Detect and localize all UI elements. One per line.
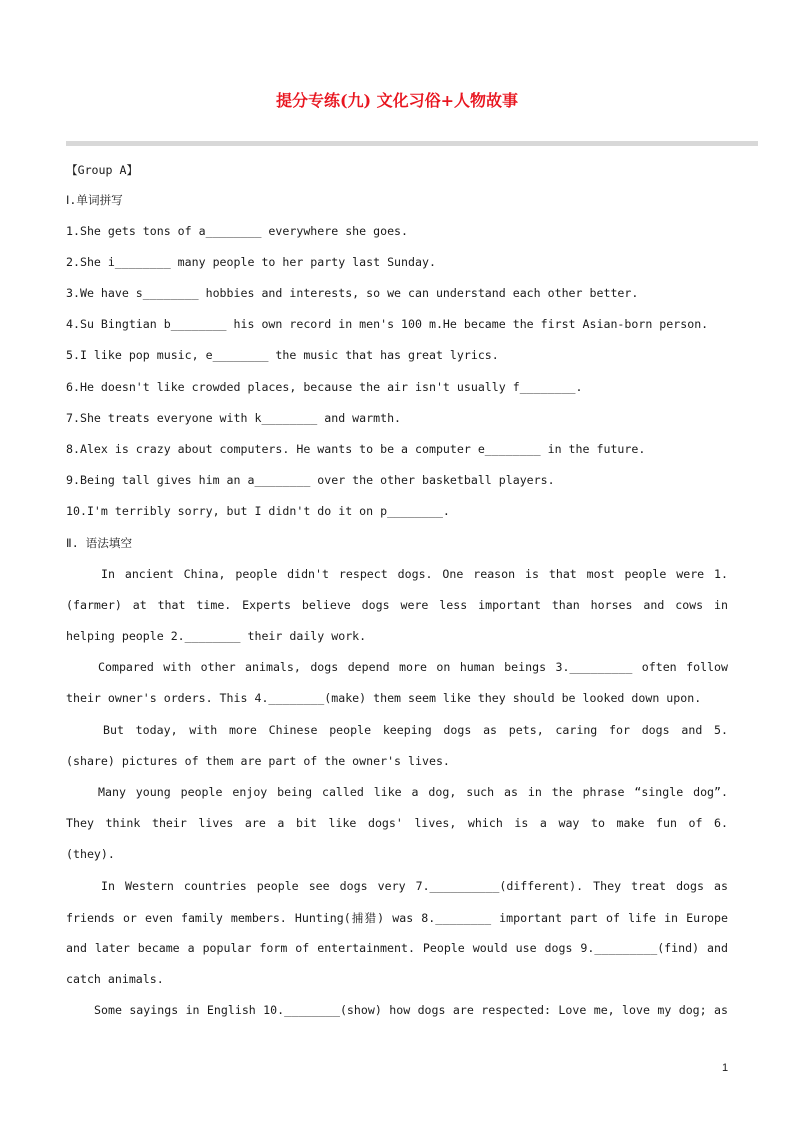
passage-line: (share) pictures of them are part of the owner's lives. bbox=[66, 754, 450, 768]
page-number: 1 bbox=[722, 1062, 729, 1074]
passage-line: friends or even family members. Hunting(捕猎) was 8.________ important part of life in Europe bbox=[66, 911, 728, 925]
passage-line: In ancient China, people didn't respect dogs. One reason is that most people were 1. bbox=[101, 567, 728, 581]
page-title: 提分专练(九) 文化习俗+人物故事 bbox=[275, 91, 519, 110]
passage-line: (they). bbox=[66, 847, 115, 861]
passage-line: Compared with other animals, dogs depend more on human beings 3._________ often follow bbox=[98, 660, 728, 674]
spelling-item-1: 1.She gets tons of a________ everywhere she goes. bbox=[66, 224, 409, 238]
group-label: 【Group A】 bbox=[66, 163, 139, 177]
passage-line: Some sayings in English 10.________(show) how dogs are respected: Love me, love my dog; as bbox=[94, 1003, 728, 1017]
section1-heading: Ⅰ.单词拼写 bbox=[66, 193, 123, 207]
spelling-item-4: 4.Su Bingtian b________ his own record in men's 100 m.He became the first Asian-born person. bbox=[66, 317, 709, 331]
title-divider bbox=[66, 141, 758, 146]
passage-line: They think their lives are a bit like dogs' lives, which is a way to make fun of 6. bbox=[66, 816, 728, 830]
spelling-item-8: 8.Alex is crazy about computers. He wants to be a computer e________ in the future. bbox=[66, 442, 646, 456]
passage-line: catch animals. bbox=[66, 972, 164, 986]
spelling-item-6: 6.He doesn't like crowded places, because the air isn't usually f________. bbox=[66, 380, 583, 394]
passage-line: But today, with more Chinese people keeping dogs as pets, caring for dogs and 5. bbox=[103, 723, 728, 737]
passage-line: (farmer) at that time. Experts believe dogs were less important than horses and cows in bbox=[66, 598, 728, 612]
spelling-item-5: 5.I like pop music, e________ the music that has great lyrics. bbox=[66, 348, 499, 362]
passage-line: helping people 2.________ their daily work. bbox=[66, 629, 367, 643]
spelling-item-2: 2.She i________ many people to her party last Sunday. bbox=[66, 255, 436, 269]
passage-line: In Western countries people see dogs very 7.__________(different). They treat dogs as bbox=[101, 879, 728, 893]
spelling-item-10: 10.I'm terribly sorry, but I didn't do it on p________. bbox=[66, 504, 450, 518]
spelling-item-9: 9.Being tall gives him an a________ over the other basketball players. bbox=[66, 473, 555, 487]
spelling-item-7: 7.She treats everyone with k________ and warmth. bbox=[66, 411, 402, 425]
passage-line: and later became a popular form of entertainment. People would use dogs 9._________(find) and bbox=[66, 941, 728, 955]
spelling-item-3: 3.We have s________ hobbies and interests, so we can understand each other better. bbox=[66, 286, 639, 300]
passage-line: their owner's orders. This 4.________(make) them seem like they should be looked down upon. bbox=[66, 691, 702, 705]
section2-heading: Ⅱ. 语法填空 bbox=[66, 536, 133, 550]
passage-line: Many young people enjoy being called like a dog, such as in the phrase “single dog”. bbox=[98, 785, 728, 799]
